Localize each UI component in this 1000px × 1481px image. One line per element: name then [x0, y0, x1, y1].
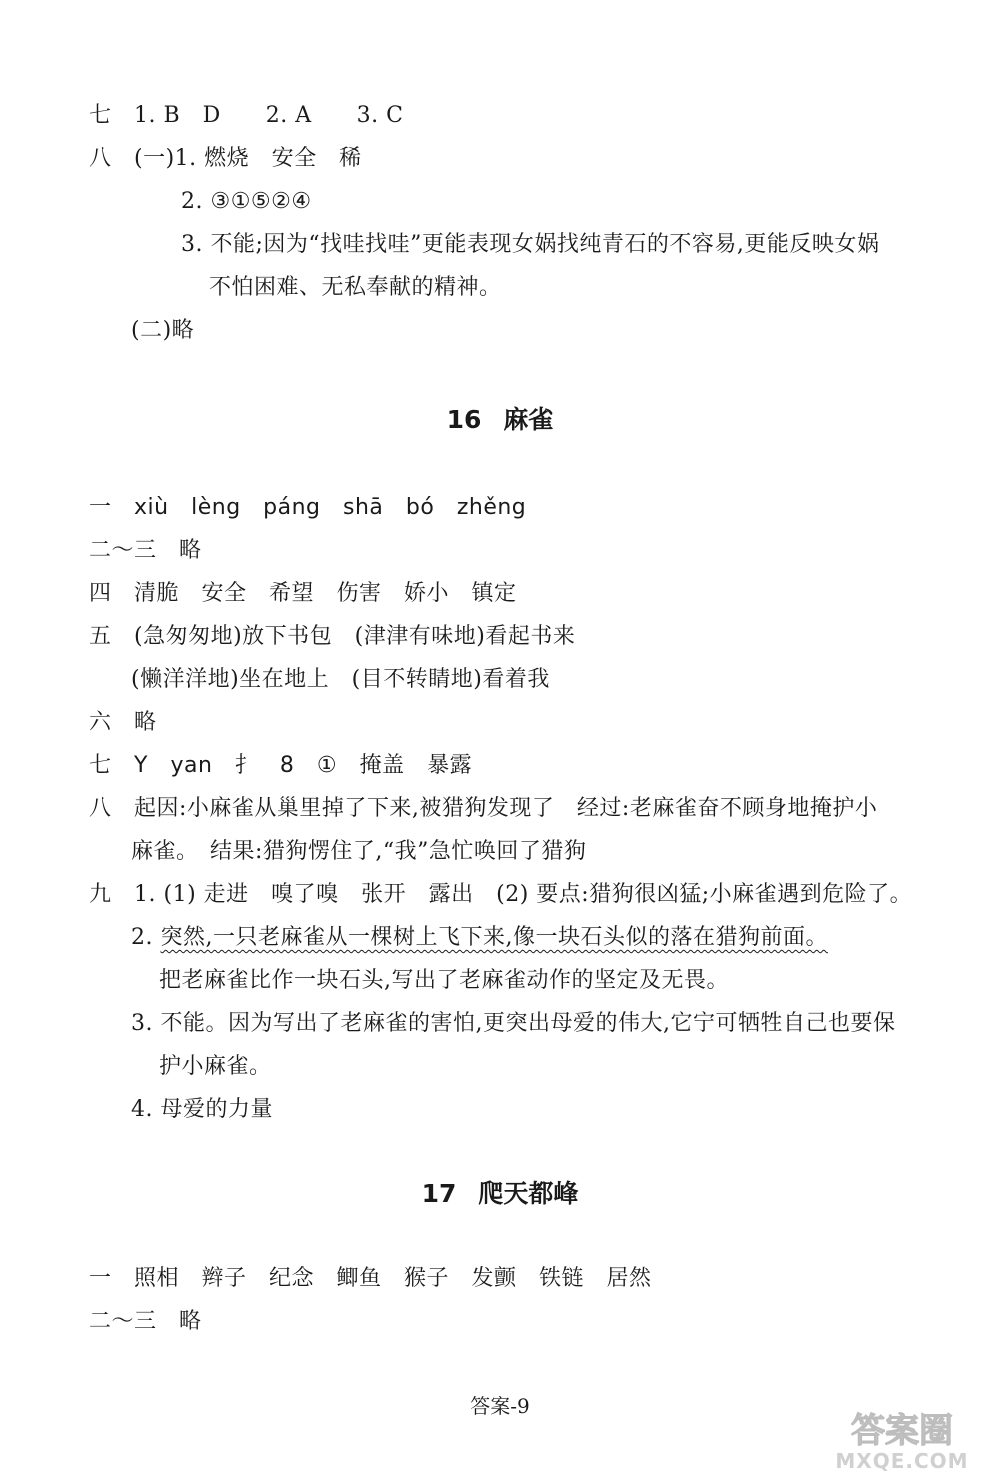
l16-answer-9-4: 4. 母爱的力量 — [131, 1097, 273, 1122]
l16-answer-8-cont: 麻雀。 结果:猎狗愣住了,“我”急忙唤回了猎狗 — [131, 839, 587, 864]
lesson-16-heading — [0, 403, 1000, 437]
l17-answer-2-3: 二～三 略 — [89, 1309, 202, 1334]
l16-answer-7-chars: Y yan 扌 8 ① — [134, 753, 338, 778]
l16-answer-2-3: 二～三 略 — [89, 538, 202, 563]
answer-q7: 七 1. B D 2. A 3. C — [89, 103, 404, 128]
answer-q8-3: 3. 不能;因为“找哇找哇”更能表现女娲找纯青石的不容易,更能反映女娲 — [181, 232, 880, 257]
l16-answer-1 — [89, 493, 526, 523]
l16-answer-8: 八 起因:小麻雀从巢里掉了下来,被猎狗发现了 经过:老麻雀奋不顾身地掩护小 — [89, 796, 878, 821]
l17-answer-1: 一 照相 辫子 纪念 鲫鱼 猴子 发颤 铁链 居然 — [89, 1266, 652, 1291]
l16-answer-9-1: 九 1. (1) 走进 嗅了嗅 张开 露出 (2) 要点:猎狗很凶猛;小麻雀遇到危险了。 — [89, 882, 913, 907]
answer-q8-part2: (二)略 — [131, 318, 195, 343]
l16-pinyin: xiù lèng páng shā bó zhěng — [134, 495, 527, 520]
l16-answer-4: 四 清脆 安全 希望 伤害 娇小 镇定 — [89, 581, 517, 606]
l16-answer-9-2-explain: 把老麻雀比作一块石头,写出了老麻雀动作的坚定及无畏。 — [159, 968, 729, 993]
l16-answer-1-label: 一 — [89, 495, 112, 520]
answer-q8-3-cont: 不怕困难、无私奉献的精神。 — [209, 275, 502, 300]
watermark-logo — [812, 1408, 992, 1474]
svg-text:答案圈: 答案圈 — [851, 1411, 953, 1451]
l16-answer-7-label: 七 — [89, 753, 112, 778]
lesson-16-number: 16 — [446, 405, 482, 434]
lesson-17-heading — [0, 1177, 1000, 1211]
lesson-16-title: 麻雀 — [503, 405, 554, 434]
l16-answer-6: 六 略 — [89, 710, 157, 735]
l16-answer-5-cont: (懒洋洋地)坐在地上 (目不转睛地)看着我 — [131, 667, 550, 692]
page-number: 答案-9 — [470, 1394, 530, 1418]
l16-answer-7 — [89, 751, 472, 781]
svg-text:MXQE.COM: MXQE.COM — [835, 1449, 969, 1473]
l16-answer-9-2-number: 2. — [131, 925, 161, 950]
lesson-17-number: 17 — [421, 1179, 457, 1208]
l16-answer-7-words: 掩盖 暴露 — [359, 753, 473, 778]
l16-answer-5: 五 (急匆匆地)放下书包 (津津有味地)看起书来 — [89, 624, 576, 649]
answer-q8-2: 2. ③①⑤②④ — [181, 189, 312, 214]
l16-answer-9-3: 3. 不能。因为写出了老麻雀的害怕,更突出母爱的伟大,它宁可牺牲自己也要保 — [131, 1011, 896, 1036]
lesson-17-title: 爬天都峰 — [478, 1179, 579, 1208]
underlined-sentence: 突然,一只老麻雀从一棵树上飞下来,像一块石头似的落在猎狗前面。 — [160, 925, 828, 950]
l16-answer-9-3-cont: 护小麻雀。 — [159, 1054, 272, 1079]
l16-answer-9-2 — [131, 923, 828, 953]
answer-q8-1: 八 (一)1. 燃烧 安全 稀 — [89, 146, 362, 171]
